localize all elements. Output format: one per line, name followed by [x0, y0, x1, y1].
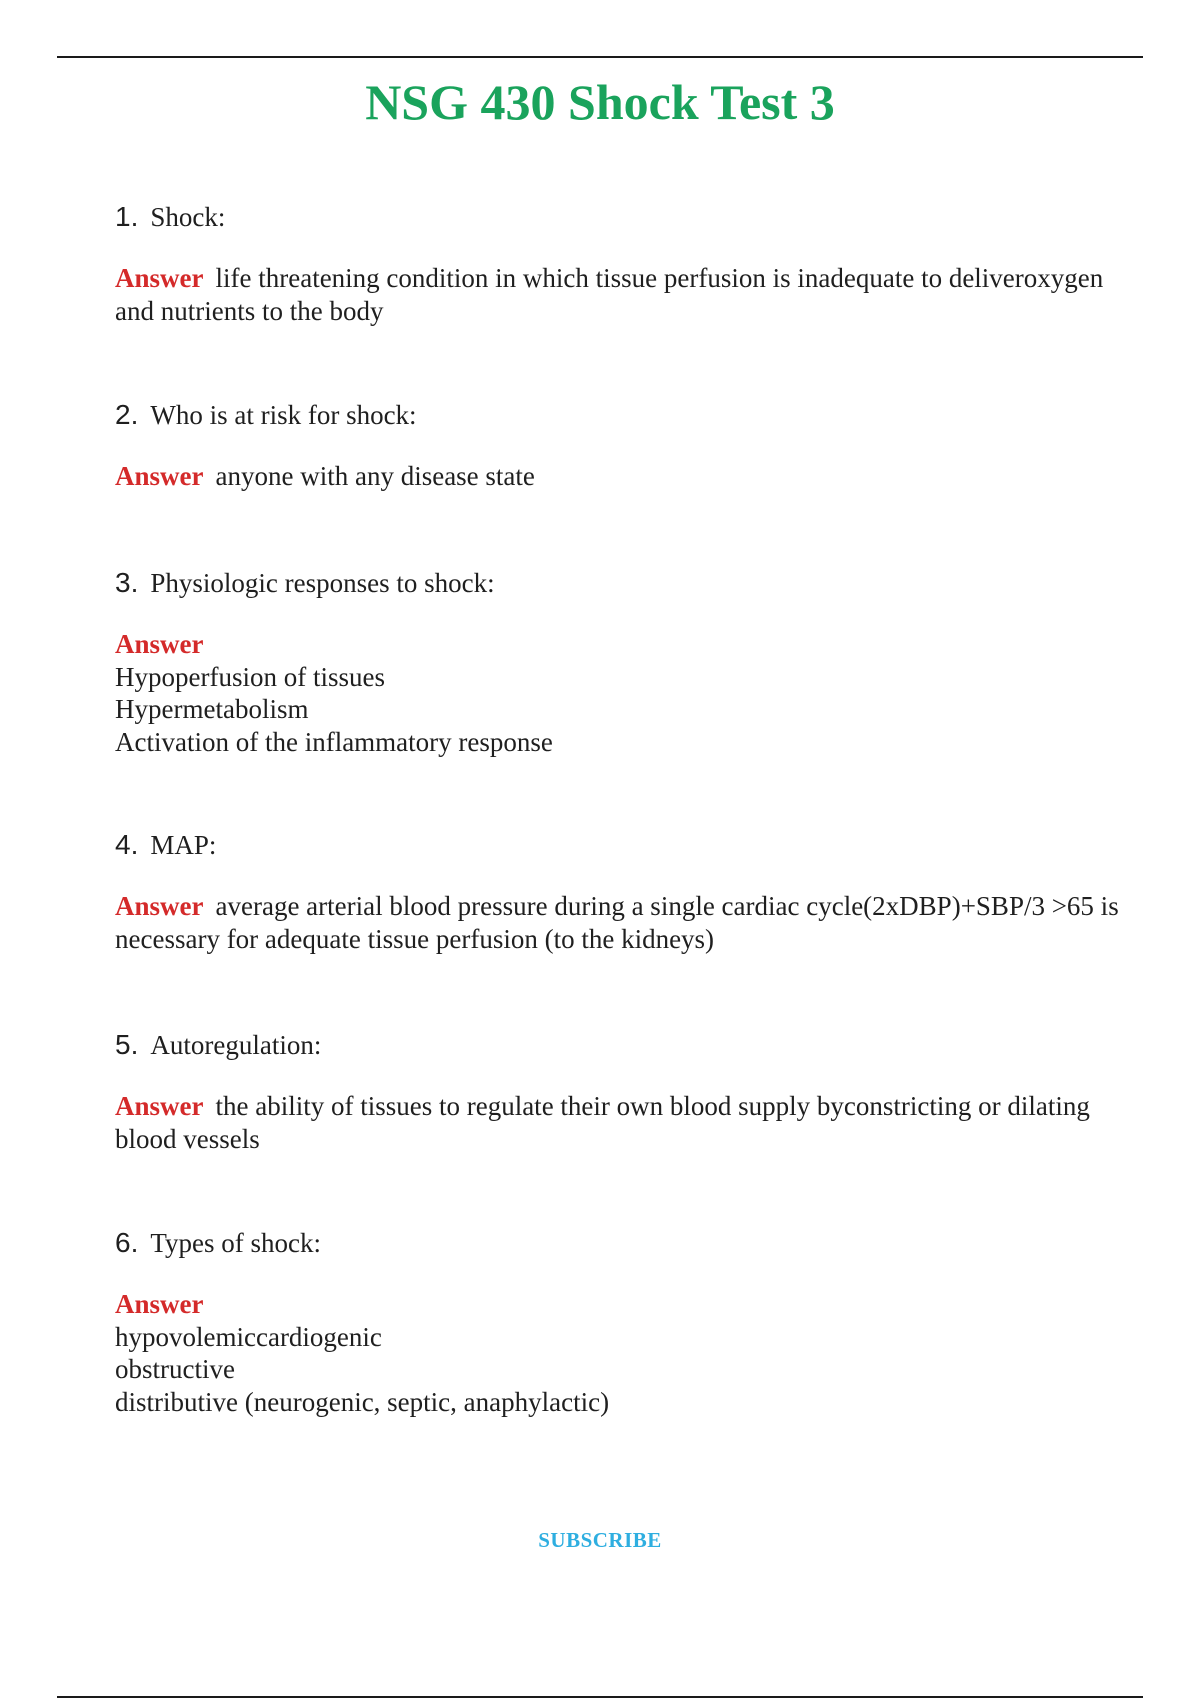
answer-label: Answer	[115, 1091, 204, 1121]
answer-block	[115, 262, 1135, 327]
answer-label: Answer	[115, 263, 204, 293]
answer-block	[115, 890, 1135, 955]
question-item	[115, 828, 1135, 955]
answer-line: obstructive	[115, 1354, 235, 1384]
question-item	[115, 1028, 1135, 1155]
answer-text: life threatening condition in which tissue perfusion is inadequate to deliveroxygen and nutrients to the body	[115, 263, 1104, 326]
question-text	[115, 566, 1135, 600]
bottom-rule	[57, 1696, 1143, 1698]
question-number: 2.	[115, 399, 139, 430]
answer-text: anyone with any disease state	[215, 461, 535, 491]
question-label: MAP:	[150, 830, 217, 860]
answer-label: Answer	[115, 1289, 204, 1319]
question-item	[115, 398, 1135, 493]
question-text	[115, 200, 1135, 234]
question-label: Who is at risk for shock:	[150, 400, 417, 430]
answer-text: average arterial blood pressure during a single cardiac cycle(2xDBP)+SBP/3 >65 is necessary for adequate tissue perfusion (to the kidneys)	[115, 891, 1119, 954]
answer-line: Hypoperfusion of tissues	[115, 661, 385, 692]
question-number: 6.	[115, 1227, 139, 1258]
answer-line: Activation of the inflammatory response	[115, 726, 553, 757]
question-label: Physiologic responses to shock:	[150, 568, 495, 598]
question-label: Autoregulation:	[150, 1030, 322, 1060]
answer-block	[115, 460, 1135, 493]
page-title: NSG 430 Shock Test 3	[365, 74, 835, 130]
answer-block	[115, 628, 1135, 758]
question-label: Shock:	[150, 202, 226, 232]
question-text	[115, 1226, 1135, 1260]
question-number: 3.	[115, 567, 139, 598]
answer-block	[115, 1090, 1135, 1155]
answer-block	[115, 1288, 1135, 1418]
question-item	[115, 566, 1135, 758]
answer-label: Answer	[115, 629, 204, 659]
answer-text: the ability of tissues to regulate their own blood supply byconstricting or dilating blood vessels	[115, 1091, 1090, 1154]
question-text	[115, 1028, 1135, 1062]
answer-line: distributive (neurogenic, septic, anaphylactic)	[115, 1386, 610, 1417]
question-number: 4.	[115, 829, 139, 860]
question-number: 1.	[115, 201, 139, 232]
question-label: Types of shock:	[150, 1228, 321, 1258]
top-rule	[57, 56, 1143, 58]
answer-line: hypovolemiccardiogenic	[115, 1321, 382, 1352]
question-number: 5.	[115, 1029, 139, 1060]
question-text	[115, 828, 1135, 862]
question-text	[115, 398, 1135, 432]
question-item	[115, 200, 1135, 327]
answer-label: Answer	[115, 461, 204, 491]
answer-line: Hypermetabolism	[115, 694, 309, 724]
question-item	[115, 1226, 1135, 1418]
answer-label: Answer	[115, 891, 204, 921]
subscribe-link[interactable]: SUBSCRIBE	[538, 1528, 662, 1552]
